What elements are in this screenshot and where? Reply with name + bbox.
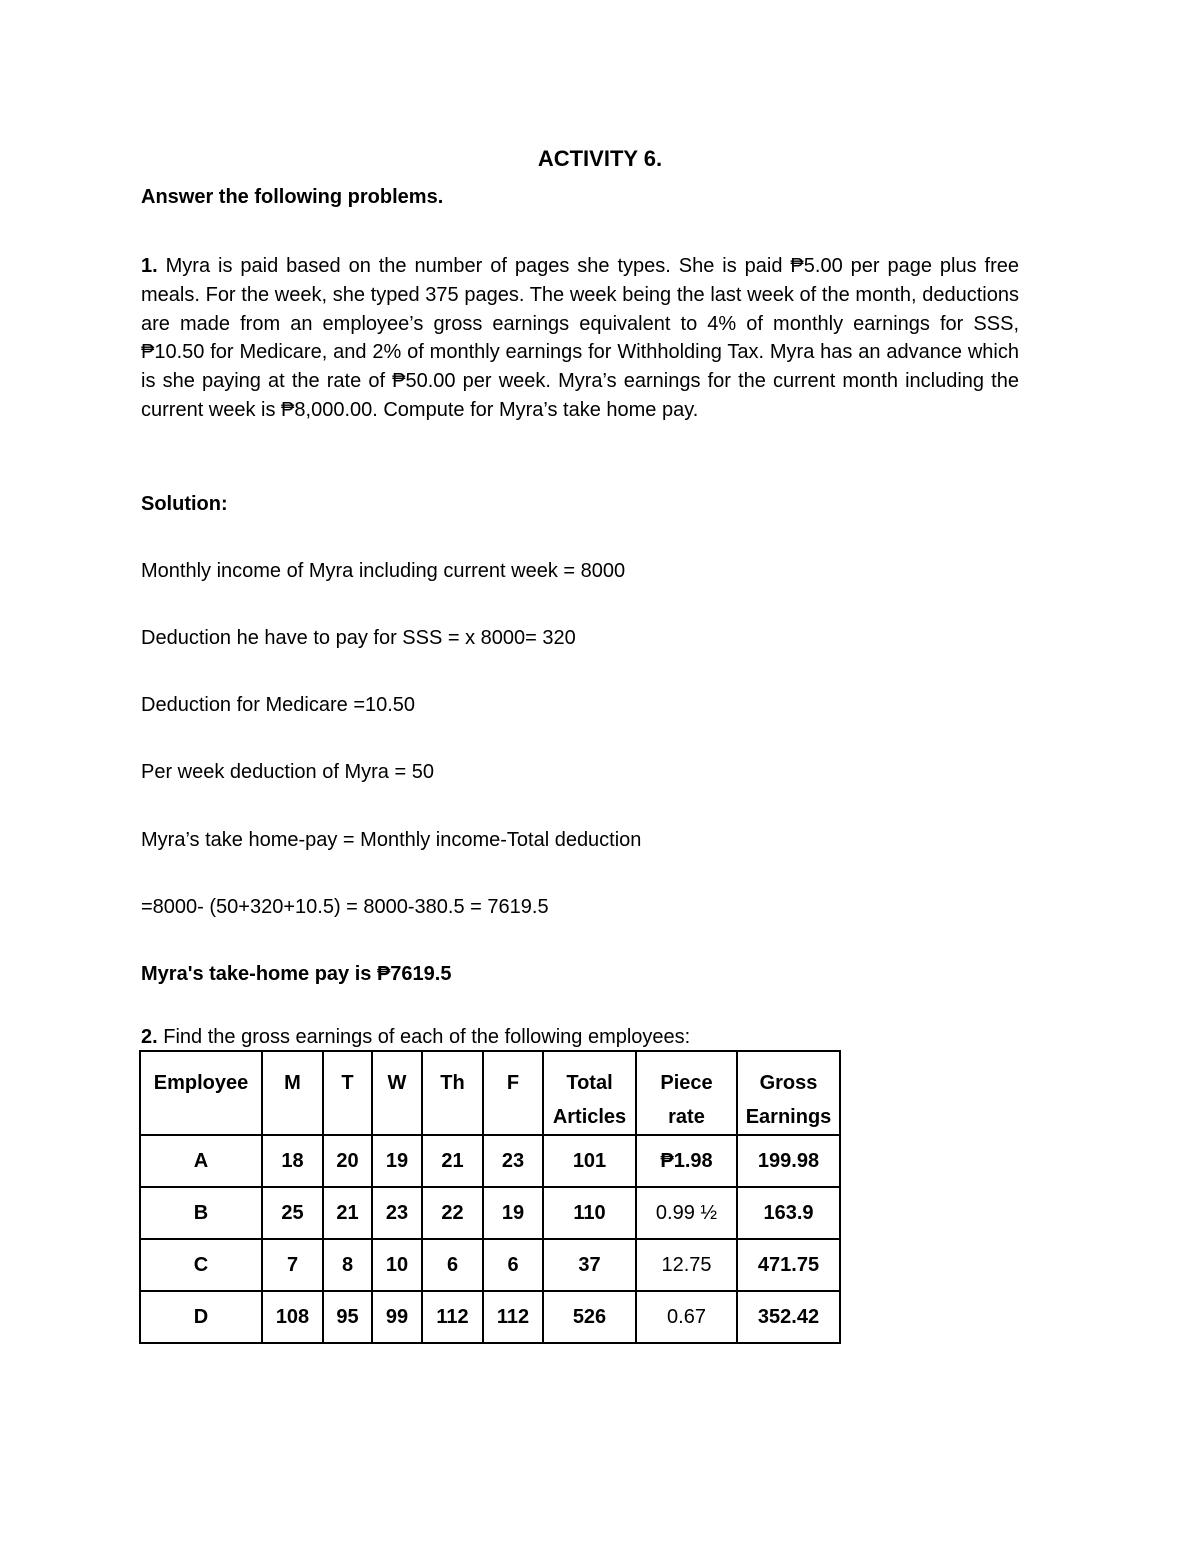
problem-1-text: Myra is paid based on the number of pages she types. She is paid ₱5.00 per page plus free meals. For the week, she typed 375 pages. The week being the last week of the month, deductions are made from an employee’s gross earnings equivalent to 4% of monthly earnings for SSS, ₱10.50 for Medicare, and 2% of monthly earnings for Withholding Tax. Myra has an advance which is she paying at the rate of ₱50.00 per week. Myra’s earnings for the current month including the current week is ₱8,000.00. Compute for Myra’s take home pay. [141,255,1019,421]
table-cell: 20 [323,1135,372,1187]
table-row [140,1135,840,1187]
problem-2-text: Find the gross earnings of each of the following employees: [163,1026,691,1048]
column-header-text: T [341,1072,354,1094]
table-cell: 12.75 [636,1239,737,1291]
table-cell: 108 [262,1291,323,1343]
column-header-text: F [506,1072,520,1094]
table-cell: 6 [483,1239,543,1291]
solution-line: Per week deduction of Myra = 50 [141,761,434,783]
table-cell: 163.9 [737,1187,840,1239]
table-row [140,1291,840,1343]
column-header-text: rate [668,1106,705,1128]
solution-answer: Myra's take-home pay is ₱7619.5 [141,963,452,985]
table-cell: ₱1.98 [636,1135,737,1187]
table-cell: 22 [422,1187,483,1239]
table-cell: 19 [483,1187,543,1239]
table-cell: C [140,1239,262,1291]
column-header [372,1051,422,1135]
table-cell: 352.42 [737,1291,840,1343]
table-cell: A [140,1135,262,1187]
table-cell: 25 [262,1187,323,1239]
column-header [543,1051,636,1135]
table-cell: B [140,1187,262,1239]
table-cell: 37 [543,1239,636,1291]
column-header-text: Total [566,1072,613,1094]
table-header-row [140,1051,840,1135]
instruction: Answer the following problems. [141,186,444,208]
table-body [140,1135,840,1343]
table-cell: 8 [323,1239,372,1291]
table-cell: 19 [372,1135,422,1187]
column-header-text: Earnings [745,1106,832,1128]
problem-1 [141,252,1019,425]
problem-2-number: 2. [141,1026,158,1048]
table-cell: 23 [372,1187,422,1239]
table-row [140,1239,840,1291]
column-header [140,1051,262,1135]
column-header [422,1051,483,1135]
table-cell: 21 [422,1135,483,1187]
table-cell: 7 [262,1239,323,1291]
solution-line: Deduction he have to pay for SSS = x 8000= 320 [141,627,576,649]
table-cell: 526 [543,1291,636,1343]
table-cell: 6 [422,1239,483,1291]
column-header-text: Articles [552,1106,627,1128]
solution-line: Monthly income of Myra including current week = 8000 [141,560,626,582]
table-cell: D [140,1291,262,1343]
employee-table [139,1050,841,1344]
table-cell: 112 [483,1291,543,1343]
column-header [737,1051,840,1135]
table-cell: 110 [543,1187,636,1239]
column-header-text: Employee [153,1072,249,1094]
table-cell: 199.98 [737,1135,840,1187]
solution-label: Solution: [141,493,228,515]
column-header-text: Piece [660,1072,713,1094]
column-header [323,1051,372,1135]
table-cell: 23 [483,1135,543,1187]
column-header [636,1051,737,1135]
table-cell: 471.75 [737,1239,840,1291]
table-cell: 0.99 ½ [636,1187,737,1239]
page-title: ACTIVITY 6. [537,146,663,171]
table-cell: 101 [543,1135,636,1187]
column-header-text: M [284,1072,301,1094]
solution-line: Deduction for Medicare =10.50 [141,694,416,716]
table-cell: 18 [262,1135,323,1187]
column-header-text: Gross [759,1072,818,1094]
table-cell: 112 [422,1291,483,1343]
table-cell: 0.67 [636,1291,737,1343]
column-header [483,1051,543,1135]
problem-1-number: 1. [141,255,158,277]
table-cell: 99 [372,1291,422,1343]
table-cell: 95 [323,1291,372,1343]
column-header-text: W [387,1072,407,1094]
solution-line: =8000- (50+320+10.5) = 8000-380.5 = 7619.5 [141,896,549,918]
column-header [262,1051,323,1135]
problem-2 [141,1026,690,1049]
table-cell: 10 [372,1239,422,1291]
table-row [140,1187,840,1239]
solution-line: Myra’s take home-pay = Monthly income-Total deduction [141,829,642,851]
column-header-text: Th [440,1072,465,1094]
table-cell: 21 [323,1187,372,1239]
